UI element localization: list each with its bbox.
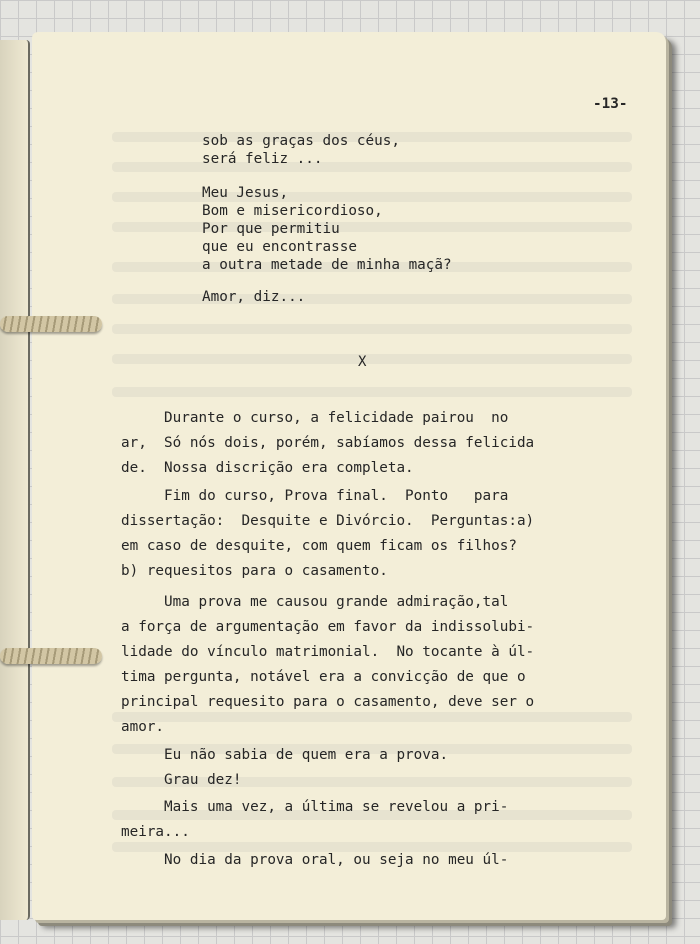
section-separator: X <box>358 354 367 370</box>
body-line: Fim do curso, Prova final. Ponto para <box>121 488 509 504</box>
body-line: Grau dez! <box>121 772 242 788</box>
body-line: de. Nossa discrição era completa. <box>121 460 414 476</box>
body-line: dissertação: Desquite e Divórcio. Perguntas:a) <box>121 513 535 529</box>
bleed-through <box>112 324 632 334</box>
bleed-through <box>112 192 632 202</box>
page-number: -13- <box>593 96 628 112</box>
body-line: Eu não sabia de quem era a prova. <box>121 747 449 763</box>
poem-line: Bom e misericordioso, <box>202 203 383 219</box>
body-line: Mais uma vez, a última se revelou a pri- <box>121 799 509 815</box>
body-line: b) requesitos para o casamento. <box>121 563 388 579</box>
bleed-through <box>112 354 632 364</box>
bleed-through <box>112 842 632 852</box>
body-line: amor. <box>121 719 165 735</box>
bleed-through <box>112 222 632 232</box>
bleed-through <box>112 162 632 172</box>
poem-line: sob as graças dos céus, <box>202 133 400 149</box>
bleed-through <box>112 294 632 304</box>
poem-line: Amor, diz... <box>202 289 306 305</box>
body-line: a força de argumentação em favor da indissolubi- <box>121 619 535 635</box>
body-line: Uma prova me causou grande admiração,tal <box>121 594 509 610</box>
binding-string <box>0 648 102 664</box>
bleed-through <box>112 712 632 722</box>
bleed-through <box>112 387 632 397</box>
body-line: tima pergunta, notável era a convicção de que o <box>121 669 526 685</box>
poem-line: será feliz ... <box>202 151 323 167</box>
body-line: lidade do vínculo matrimonial. No tocante à úl- <box>121 644 535 660</box>
poem-line: Por que permitiu <box>202 221 340 237</box>
body-line: ar, Só nós dois, porém, sabíamos dessa felicida <box>121 435 535 451</box>
body-line: meira... <box>121 824 190 840</box>
poem-line: Meu Jesus, <box>202 185 289 201</box>
left-page-edge <box>0 40 30 920</box>
binding-string <box>0 316 102 332</box>
body-line: No dia da prova oral, ou seja no meu úl- <box>121 852 509 868</box>
body-line: principal requesito para o casamento, deve ser o <box>121 694 535 710</box>
poem-line: a outra metade de minha maçã? <box>202 257 452 273</box>
body-line: em caso de desquite, com quem ficam os filhos? <box>121 538 517 554</box>
body-line: Durante o curso, a felicidade pairou no <box>121 410 509 426</box>
typewritten-page <box>32 32 666 920</box>
poem-line: que eu encontrasse <box>202 239 357 255</box>
